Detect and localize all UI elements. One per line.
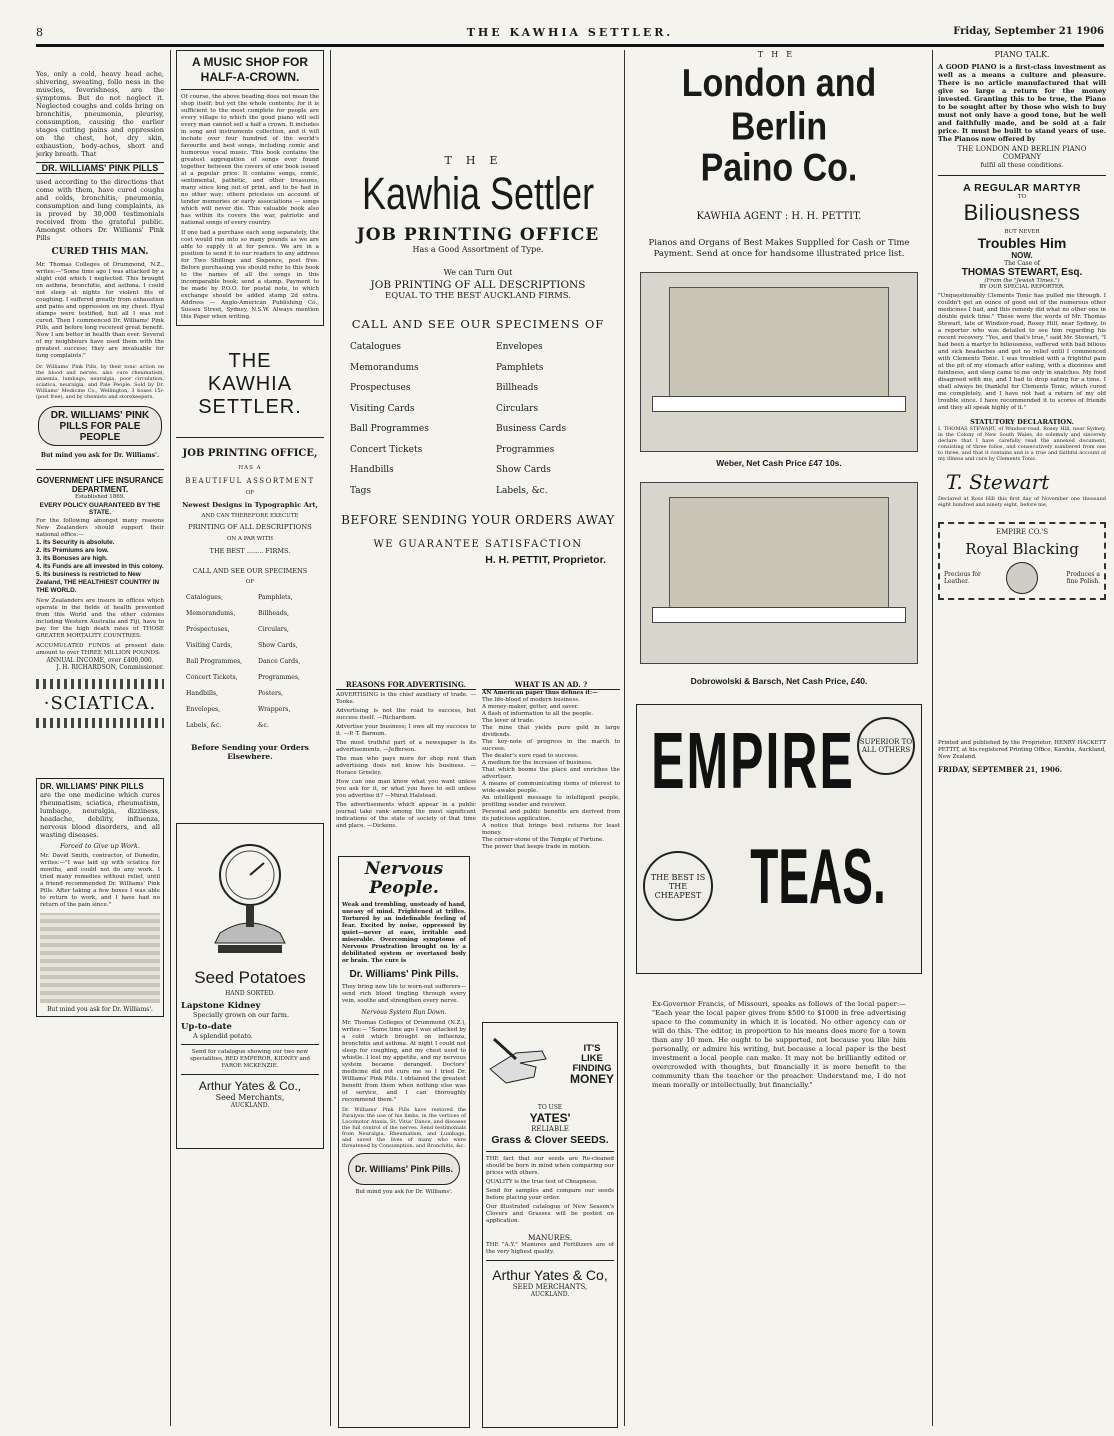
specimen-item: Ball Programmes,: [186, 658, 243, 665]
music-shop-body: Of course, the above heading does not mean the shop itself; but yet the whole contents; for it is sufficient to the most complete for people are every village to which the good piano will sell every man cannot sell a half a crown. It includes in song and instruments collection, and it will include over four hundred of the world's favourite and best songs, including comic and humorous vocal music. This book contains the greatest aggregation of songs ever found together between the covers of one book issued at a popular price. It contains songs, comic, sentimental, pathetic, and other treasures, many since long out of print, and to be had in no other way; others priceless on account of tender memories or early associations — songs which will never die. This valuable book also has within its covers the war, patriotic and national songs of every country.: [181, 94, 319, 226]
weber-caption: Weber, Net Cash Price £47 10s.: [716, 458, 842, 468]
specimen-item: Billheads: [496, 383, 539, 393]
what-item: That which booms the place and enriches the advertiser.: [482, 767, 620, 780]
nervous-people-title: Nervous People.: [364, 859, 444, 898]
stewart-story: "Unquestionably Clements Tonic has pulled me through. I couldn't get an ounce of good out of the numerous other medicines I had, and this remedy did what no other one in double quick time." These were the words of Mr. Thomas Stewart, late of Windsor-road, Rosey Hill, near Sydney, to a reporter who was detailed to see him regarding his recent recovery. "Yes, and that's true," said Mr. Stewart, "I had been a martyr to biliousness, suffered with bad bilious and sick headaches and got no relief until I commenced with Clements Tonic. I was troubled with a frightful pain at the pit of my stomach after eating, with a dizziness and faintness, and sleep came to me only in snatches. My food disagreed with me, and I had to drop eating for a time. I shall always be thankful for Clements Tonic, which cured me completely, and I have not had a return of my old trouble since. I have recommended it to scores of friends and they all speak highly of it.": [938, 293, 1106, 411]
gov-reason: 4. Its Funds are all invested in this colony.: [36, 563, 164, 570]
specimen-list-right: [496, 337, 606, 501]
pink-pills-heading: DR. WILLIAMS' PINK PILLS: [36, 162, 164, 174]
gov-reason: 2. Its Premiums are low.: [36, 547, 109, 554]
teas-word: TEAS.: [750, 831, 886, 920]
governor-quote: Ex-Governor Francis, of Missouri, speaks as follows of the local paper:— "Each year the local paper gives from $500 to $1000 in free advertising space to the community in which it is located. No other agency can or will do this. The editor, in proportion to his means does more for a town than any 10 men. He ought to be supported, not because you like him personally, or admire his writing, but because a local paper is the best investment a local people can make. It may not be brilliantly edited or overcrowded with thoughts, but financially it is more benefit to the community than the teacher or the preacher. Understand me, I do not mean morally or intellectually, but financially.": [652, 1000, 906, 1089]
gov-intro: For the following amongst many reasons New Zealanders should support their national office:—: [36, 518, 164, 538]
gov-signature: J. H. RICHARDSON, Commissioner.: [56, 664, 164, 671]
what-item: A medium for the increase of business.: [482, 760, 593, 766]
london-berlin-the: THE: [757, 50, 801, 59]
ornament-border: [36, 718, 164, 728]
sciatica-ad-subhead: Forced to Give up Work.: [59, 842, 140, 850]
specimen-item: Wrappers,: [258, 706, 291, 713]
gov-income: ANNUAL INCOME, over £400,000.: [46, 657, 154, 664]
yates-name: Arthur Yates & Co,: [492, 1267, 608, 1283]
divider: [938, 175, 1106, 176]
specimen-item: Envelopes: [496, 342, 543, 352]
gov-funds: ACCUMULATED FUNDS at present date amount to over THREE MILLION POUNDS.: [36, 643, 164, 656]
specimen-item: Memorandums: [350, 362, 419, 373]
money-word: MONEY: [569, 1072, 614, 1086]
specimen-columns: [336, 337, 620, 501]
grass-clover-seeds: Grass & Clover SEEDS.: [491, 1134, 609, 1146]
ask-for-williams: But mind you ask for Dr. Williams'.: [355, 1189, 453, 1195]
piano-co-title: Paino Co.: [700, 146, 858, 190]
best-cheapest-badge: THE BEST IS THE CHEAPEST: [643, 851, 713, 921]
money-word: IT'S: [583, 1043, 601, 1054]
specimen-item: Catalogues,: [186, 594, 224, 601]
specimen-list-left: [350, 337, 429, 501]
divider: [486, 1151, 614, 1152]
specimen-item: Dance Cards,: [258, 658, 301, 665]
manures-body: THE "A.Y." Manures and Fertilizers are of the very highest quality.: [486, 1242, 614, 1255]
specimen-item: Show Cards: [496, 465, 551, 475]
what-item: The key-note of progress in the march to success.: [482, 739, 620, 752]
call-specimens: CALL AND SEE OUR SPECIMENS OF: [351, 317, 605, 331]
before-sending-away: BEFORE SENDING YOUR ORDERS AWAY: [341, 513, 615, 527]
specimen-item: Pamphlets: [496, 362, 544, 373]
money-banner: [486, 1026, 614, 1102]
hand-icon: [486, 1029, 552, 1099]
has-a: HAS A: [238, 465, 262, 471]
sciatica-ad-heading: DR. WILLIAMS' PINK PILLS: [40, 782, 144, 791]
header-rule: [36, 44, 1104, 47]
seed-potatoes-ad: [176, 823, 324, 1149]
empire-co: EMPIRE CO.'S: [996, 528, 1048, 536]
imprint-date: FRIDAY, SEPTEMBER 21, 1906.: [938, 765, 1063, 774]
pink-pills-package: Dr. Williams' Pink Pills.: [348, 1153, 460, 1185]
divider: [181, 89, 319, 90]
yates-city: AUCKLAND.: [530, 1291, 570, 1298]
page-header: [36, 26, 1104, 42]
divider: [181, 1044, 319, 1045]
can-execute: AND CAN THEREFORE EXECUTE: [201, 513, 299, 519]
nervous-body-2: They bring new life to worn-out sufferers—send rich blood tingling through every vein, soothe and strengthen every nerve.: [342, 984, 466, 1004]
gov-reason: 5. Its business is restricted to New Zealand, THE HEALTHIEST COUNTRY IN THE WORLD.: [36, 571, 160, 594]
empire-word: EMPIRE: [651, 715, 855, 806]
special-reporter: BY OUR SPECIAL REPORTER.: [979, 284, 1065, 290]
what-item: A flash of information to all the people.: [482, 711, 594, 717]
what-item: A money-maker, getter, and saver.: [482, 704, 579, 710]
music-shop-title: A MUSIC SHOP FOR HALF-A-CROWN.: [191, 55, 308, 84]
what-item: A means of communicating items of interest to wide-awake people.: [482, 781, 620, 794]
specimen-item: Labels, &c.: [496, 485, 548, 496]
yates-catalogue: Our illustrated catalogue of New Season's Clovers and Grasses will be posted on application.: [486, 1204, 614, 1224]
beautiful-assortment: BEAUTIFUL ASSORTMENT: [185, 477, 315, 485]
music-shop-ad: [176, 50, 324, 326]
ask-for-williams: But mind you ask for Dr. Williams'.: [40, 452, 160, 459]
reason-item: The most truthful part of a newspaper is its advertisements. —Jefferson.: [336, 740, 476, 753]
what-item: The mine that yields pure gold in large dividends.: [482, 725, 620, 738]
of-label: OF: [245, 490, 255, 496]
on-a-par: ON A PAR WITH: [226, 536, 274, 542]
weighing-scale-icon: [200, 833, 300, 963]
column-2: [176, 50, 324, 1430]
statutory-heading: STATUTORY DECLARATION.: [970, 418, 1074, 426]
jewish-times: (From the "Jewish Times."): [984, 278, 1060, 284]
gov-reasons: [36, 539, 164, 595]
blacking-tin-icon: [1006, 562, 1038, 594]
specimen-item: Handbills: [350, 465, 394, 475]
specimen-item: Ball Programmes: [350, 424, 429, 434]
piano-keys: [652, 396, 906, 412]
empire-teas-ad: [636, 704, 922, 974]
to-label: TO: [1017, 194, 1027, 200]
yates-role: SEED MERCHANTS,: [512, 1283, 588, 1291]
pink-pills-body: used according to the directions that come with them, have cured coughs and colds, bronchitis, pneumonia, consumption and lung complaints, as is proved by 30,000 testimonials received from the grateful public. Amongst others Dr. Williams' Pink Pills: [36, 178, 164, 242]
settler-the: THE: [444, 154, 512, 167]
divider: [176, 437, 324, 438]
produces-polish: Produces a fine Polish.: [1066, 571, 1100, 585]
piano-fulfil: fulfil all these conditions.: [980, 161, 1064, 169]
statutory-body: I, THOMAS STEWART, of Windsor-road, Rosey Hill, near Sydney, in the Colony of New South Wales, do solemnly and sincerely declare that I have carefully read the annexed document, consisting of three folios, and consecutively numbered from one to three, and that it contains and is a true and faithful account of my illness and cure by Clements Tonic.: [938, 426, 1106, 462]
blacking-row: [944, 562, 1100, 594]
turn-out: We can Turn Out: [443, 268, 513, 277]
divider: [181, 1074, 319, 1075]
thomas-stewart: THOMAS STEWART, Esq.: [961, 267, 1083, 278]
reason-item: Advertise your business; I owe all my success to it. —P. T. Barnum.: [336, 724, 476, 737]
weber-piano-illustration: [640, 272, 918, 452]
dobrowolski-piano-illustration: [640, 482, 918, 664]
yates-samples: Send for samples and compare our seeds before placing your order.: [486, 1188, 614, 1201]
specimen-item: Programmes: [496, 444, 555, 455]
of-label: OF: [245, 579, 255, 585]
nervous-brand: Dr. Williams' Pink Pills.: [349, 969, 459, 980]
specimen-item: Memorandums,: [186, 610, 236, 617]
page-number: 8: [36, 26, 43, 39]
column-divider: [932, 50, 933, 1426]
logo-line: KAWHIA: [207, 373, 293, 395]
what-item: The power that keeps trade in motion.: [482, 844, 591, 850]
manures-heading: MANURES.: [527, 1233, 573, 1242]
job-printing-office-title: JOB PRINTING OFFICE: [356, 225, 600, 245]
what-item: The corner-stone of the Temple of Fortune.: [482, 837, 605, 843]
declared-note: Declared at Ross Hill this first day of November one thousand eight hundred and ninety eight, before me,: [938, 496, 1106, 508]
specimen-item: Visiting Cards: [350, 403, 415, 414]
seed-potatoes-title: Seed Potatoes: [194, 968, 306, 987]
what-item: The lever of trade.: [482, 718, 535, 724]
yates-body: THE fact that our seeds are Re-cleaned should be born in mind when comparing our prices with others.: [486, 1156, 614, 1176]
newest-designs: Newest Designs in Typographic Art,: [182, 501, 318, 509]
divider: [36, 469, 164, 470]
catalogue-note: Send for catalogue showing our two new specialities, RED EMPEROR, KIDNEY and FAROE MCKENZIE.: [190, 1049, 310, 1069]
yates-quality: QUALITY is the true test of Cheapness.: [486, 1179, 598, 1185]
sciatica-ad-body: are the one medicine which cures rheumatism, sciatica, rheumatism, lumbago, neuralgia, dizziness, headache, debility, influenza, nervous blood disorders, and all wasting diseases.: [40, 791, 160, 839]
specimen-item: Prospectuses: [350, 383, 411, 393]
equal-to-best: EQUAL TO THE BEST AUCKLAND FIRMS.: [384, 291, 571, 301]
reason-item: How can one man know what you want unless you ask for it, or what you have to sell unless you advertise it? —Murat Halstead.: [336, 779, 476, 799]
cured-testimonial: Mr. Thomas Colleges of Drummond, N.Z., writes:—"Some time ago I was attacked by a slight cold which I neglected. This brought on asthma, bronchitis, and asthma. I could not sleep at nights for violent fits of coughing. I suffered greatly from exhaustion and pains and oppression on my chest. Hyal stamps were testified, but all I was not cured. Then I commenced Dr. Williams' Pink Pills, and before long received great benefit. Now I am better in health than ever. Several of my neighbours have used them with the greatest success; they are invaluable for lung complaints.": [36, 262, 164, 359]
specimen-item: Concert Tickets,: [186, 674, 238, 681]
specimen-item: Envelopes,: [186, 706, 221, 713]
case-of: The Case of: [1004, 260, 1040, 267]
specimen-item: Circulars: [496, 403, 539, 414]
specimen-item: Posters,: [258, 690, 284, 697]
nervous-people-ad: [338, 856, 470, 1428]
specimen-list: [176, 591, 324, 733]
yates-role: Seed Merchants,: [215, 1093, 285, 1102]
troubles-him: Troubles Him: [977, 235, 1067, 251]
specimen-item: Prospectuses,: [186, 626, 230, 633]
money-word: FINDING: [572, 1063, 612, 1074]
reason-item: ADVERTISING is the chief auxiliary of trade. —Tooke.: [336, 692, 476, 705]
potato-description: A splendid potato.: [193, 1032, 253, 1040]
pianos-subline: Pianos and Organs of Best Makes Supplied for Cash or Time Payment. Send at once for handsome illustrated price list.: [648, 238, 910, 259]
piano-keys: [652, 607, 906, 623]
specimen-item: Circulars,: [258, 626, 289, 633]
royal-blacking-ad: [938, 522, 1106, 600]
pink-pills-fine-print: Dr. Williams' Pink Pills, by their tonic action on the blood and nerves, also cure rheumatism, anaemia, lumbago, neuralgia, poor circulation, sciatica, neuralgia, and Pale People. Sold by Dr. Williams' Medicine Co., Wellington, 3 boxes 15/- (post free), and by chemists and storekeepers.: [36, 364, 164, 400]
column-1: [36, 50, 164, 1430]
sciatica-heading: ·SCIATICA.: [43, 693, 157, 714]
gov-guarantee: EVERY POLICY GUARANTEED BY THE STATE.: [39, 502, 161, 516]
best-firms: THE BEST ........ FIRMS.: [209, 547, 291, 555]
piano-panel: [669, 287, 890, 397]
job-printing-all: JOB PRINTING OF ALL DESCRIPTIONS: [370, 279, 586, 291]
yates-brand: YATES': [529, 1111, 571, 1125]
nervous-story: Mr. Thomas Colleges of Drummond (N.Z.), writes:— "Some time ago I was attacked by a cold which brought on influenza, bronchitis and asthma. At night I could not sleep for coughing, and my chest used to whistle. I lost my appetite, and my nervous system became deranged. Doctors' medicine did not cure me so I tried Dr. Williams' Pink Pills. I obtained the greatest benefit from them when nothing else was of service, and I can thoroughly recommend them.": [342, 1020, 466, 1103]
divider: [486, 1260, 614, 1261]
reason-item: The advertisements which appear in a public journal take rank among the most significant indications of the state of society of that time and place. —Dickens.: [336, 802, 476, 829]
london-berlin-title: London and Berlin: [681, 61, 877, 149]
what-intro: AN American paper thus defines it:—: [482, 690, 598, 696]
specimen-item: Pamphlets,: [258, 594, 293, 601]
yates-city: AUCKLAND.: [230, 1102, 270, 1109]
yates-name: Arthur Yates & Co.,: [198, 1079, 302, 1093]
what-heading: WHAT IS AN AD. ?: [482, 680, 620, 690]
pink-pills-package: DR. WILLIAMS' PINK PILLS FOR PALE PEOPLE: [38, 406, 162, 446]
biliousness-title: Biliousness: [963, 200, 1081, 225]
potato-description: Specially grown on our farm.: [193, 1011, 290, 1019]
before-sending: Before Sending your Orders Elsewhere.: [191, 743, 309, 761]
reliable: RELIABLE: [531, 1125, 569, 1133]
nervous-fine-print: Dr. Williams' Pink Pills have restored the Paralysis the use of his limbs, in the vertices of Locomotor Ataxia, St. Vitus' Dance, and diseases the full control of the nerves. Send testimonials from Neuralgia, Rheumatism, and Lumbago, and saved the lives of many who were threatened by Consumption, and Bronchitis, &c.: [342, 1107, 467, 1149]
what-item: The dealer's sure road to success.: [482, 753, 579, 759]
settler-logo: [176, 350, 324, 419]
specimen-item: Concert Tickets: [350, 444, 423, 455]
specimen-item: Business Cards: [496, 424, 567, 434]
regular-martyr: A REGULAR MARTYR: [963, 182, 1081, 194]
reasons-for-advertising: [336, 680, 476, 830]
reason-item: The man who pays more for shop rent than advertising does not know his business. —Horace Greeley.: [336, 756, 476, 776]
gov-reason: 3. Its Bonuses are high.: [36, 555, 108, 562]
to-use: TO USE: [537, 1104, 563, 1111]
logo-line: SETTLER.: [198, 396, 302, 418]
but-never: BUT NEVER: [1004, 229, 1040, 235]
column-divider: [330, 50, 331, 1426]
money-word: LIKE: [581, 1053, 603, 1064]
music-shop-body-2: If one had a purchase each song separately, the cost would run into so many pounds as we are able to supply it at for pence. We are in a position to send it to our readers to any address for Two Shillings and Sixpence, post free. Before purchasing you should refer to this book to the names of all the songs in this incomparable book; send a stamp. Payment to be made by P.O.O. for postal note, to which exchange should be added stamp 2d extra. Address — Anglo-American Publishing Co., Sussex Street, Sydney, N.S.W. Always mention this Paper when writing.: [181, 230, 319, 320]
specimen-item: Tags: [350, 485, 372, 496]
piano-talk-heading: PIANO TALK.: [994, 50, 1050, 59]
piano-talk-body: A GOOD PIANO is a first-class investment as well as a means a culture and pleasure. There is no article manufactured that will give so large a return for the money invested. Granting this to be true, the Piano to be sought after by those who wish to buy must not only have a good tone, but be well and faithfully made, and be sold at a fair price. It must be built to stand years of use. The Pianos now offered by: [938, 63, 1106, 143]
proprietor: H. H. PETTIT, Proprietor.: [485, 554, 606, 566]
specimen-item: Catalogues: [350, 342, 402, 352]
dobrowolski-caption: Dobrowolski & Barsch, Net Cash Price, £40.: [690, 676, 868, 686]
reason-item: Advertising is not the road to success, but success itself. —Richardson.: [336, 708, 476, 721]
what-item: An intelligent message to intelligent people, profiting sender and receiver.: [482, 795, 620, 808]
ask-for-williams: But mind you ask for Dr. Williams'.: [47, 1006, 153, 1013]
specimen-item: Handbills,: [186, 690, 219, 697]
column-5: [938, 50, 1106, 1430]
specimen-item: &c.: [258, 722, 269, 729]
ornament-border: [36, 679, 164, 689]
cold-intro: Yes, only a cold, heavy head ache, shivering, sweating, follo ness in the muscles, feverishness, are the symptoms. But do not neglect it. Neglected coughs and colds bring on bronchitis, pneumonia, pleurisy, consumption, causing the earlier stages cutting pains and oppression on the chest, hot, dry skin, exhaustion, body-aches, short and jerky breath. That: [36, 70, 164, 158]
stewart-signature: T. Stewart: [946, 470, 1050, 494]
nervous-body: Weak and trembling, unsteady of hand, uneasy of mind. Frightened at trifles. Tortured by an indefinable feeling of fear. Excited by noise, oppressed by quiet—never at ease, irritable and miserable. Overcoming symptoms of Nervous Prostration brought on by a debilitated system or overtaxed body or brain. The cure is: [342, 902, 466, 964]
potato-variety: Lapstone Kidney: [181, 1001, 261, 1011]
what-item: Personal and public benefits are derived from its judicious application.: [482, 809, 620, 822]
specimen-item: Labels, &c.: [186, 722, 222, 729]
issue-date: Friday, September 21 1906: [953, 26, 1104, 37]
column-divider: [170, 50, 171, 1426]
column-4: [630, 50, 928, 1430]
reasons-heading: REASONS FOR ADVERTISING.: [336, 680, 476, 690]
hand-sorted: HAND SORTED.: [225, 990, 275, 997]
scale-illustration: [181, 828, 319, 968]
specimen-item: Billheads,: [258, 610, 289, 617]
precious-leather: Precious for Leather.: [944, 571, 981, 585]
faded-print-area: [40, 913, 160, 1003]
piano-panel: [669, 497, 890, 609]
piano-company: THE LONDON AND BERLIN PIANO COMPANY: [957, 145, 1087, 161]
what-item: The life-blood of modern business.: [482, 697, 580, 703]
job-printing-office: JOB PRINTING OFFICE,: [182, 448, 318, 459]
money-text: [570, 1044, 614, 1084]
yates-seeds-ad: [482, 1022, 618, 1428]
sciatica-ad-story: Mr. David Smith, contractor, of Dunedin, writes:—"I was laid up with sciatica for months, and could not do any work. I tried many remedies without relief, until a friend recommended Dr. Williams' Pink Pills. After taking a few boxes I was able to return to work, and I have had no return of the pain since.": [40, 853, 160, 908]
kawhia-settler-title: Kawhia Settler: [361, 167, 595, 219]
gov-insurance-title: GOVERNMENT LIFE INSURANCE DEPARTMENT.: [36, 476, 164, 494]
now-label: NOW.: [1011, 251, 1033, 260]
potato-variety: Up-to-date: [181, 1022, 232, 1032]
column-3: [336, 50, 620, 1430]
imprint: Printed and published by the Proprietor, HENRY HACKETT PETTIT, at his registered Printing Office, Kawhia, Auckland, New Zealand.: [938, 740, 1106, 760]
gov-reason: 1. Its Security is absolute.: [36, 539, 115, 546]
printing-all: PRINTING OF ALL DESCRIPTIONS: [188, 523, 312, 531]
royal-blacking-title: Royal Blacking: [965, 540, 1079, 558]
masthead-title: THE KAWHIA SETTLER.: [466, 26, 674, 39]
call-specimens: CALL AND SEE OUR SPECIMENS: [192, 567, 308, 575]
guarantee: WE GUARANTEE SATISFACTION: [373, 539, 583, 550]
what-is-an-ad: [482, 680, 620, 851]
gov-established: Established 1869.: [75, 494, 125, 500]
cured-heading: CURED THIS MAN.: [51, 247, 149, 257]
column-divider: [624, 50, 625, 1426]
specimen-item: Programmes,: [258, 674, 300, 681]
superior-badge: SUPERIOR TO ALL OTHERS: [857, 717, 915, 775]
what-item: A notice that brings best returns for least money.: [482, 823, 620, 836]
specimen-item: Show Cards,: [258, 642, 298, 649]
gov-body: New Zealanders are insure in offices which operate in the fields of health prevented from this World and the other colonies including Western Australia and Fiji, have to pay for the high death rates of THOSE GREATER MORTALITY COUNTRIES.: [36, 598, 164, 639]
good-assortment: Has a Good Assortment of Type.: [412, 245, 544, 254]
nervous-subhead: Nervous System Run Down.: [361, 1009, 447, 1016]
logo-line: THE: [228, 350, 272, 372]
specimen-item: Visiting Cards,: [186, 642, 233, 649]
sciatica-ad: [36, 778, 164, 1017]
kawhia-agent: KAWHIA AGENT : H. H. PETTIT.: [696, 211, 862, 222]
